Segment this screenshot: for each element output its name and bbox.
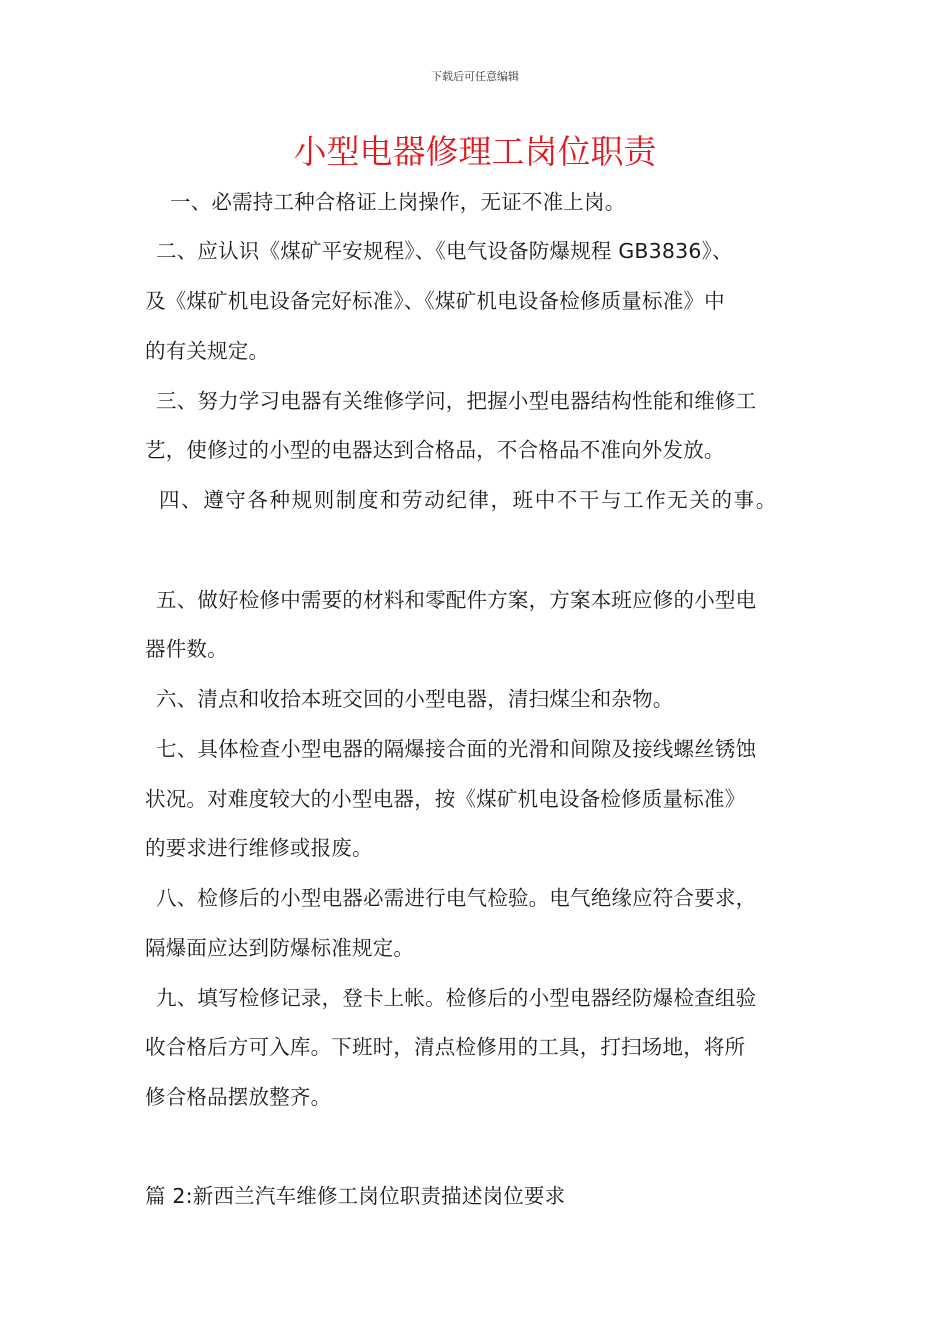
body-line: 的要求进行维修或报废。 [145,836,373,860]
section-heading: 篇 2:新西兰汽车维修工岗位职责描述岗位要求 [145,1184,566,1208]
body-line: 七、具体检查小型电器的隔爆接合面的光滑和间隙及接线螺丝锈蚀 [156,737,757,761]
body-line: 五、做好检修中需要的材料和零配件方案，方案本班应修的小型电 [156,588,757,612]
body-line: 艺，使修过的小型的电器达到合格品，不合格品不准向外发放。 [145,438,725,462]
document-title: 小型电器修理工岗位职责 [293,132,657,171]
body-line: 修合格品摆放整齐。 [145,1085,332,1109]
body-line: 二、应认识《煤矿平安规程》、《电气设备防爆规程 GB3836》、 [156,239,733,263]
body-line: 的有关规定。 [145,339,270,363]
body-line: 及《煤矿机电设备完好标准》、《煤矿机电设备检修质量标准》中 [145,289,725,313]
body-line: 器件数。 [145,637,228,661]
body-line: 六、清点和收拾本班交回的小型电器，清扫煤尘和杂物。 [156,687,674,711]
body-line: 九、填写检修记录，登卡上帐。检修后的小型电器经防爆检查组验 [156,986,757,1010]
body-line: 三、努力学习电器有关维修学问，把握小型电器结构性能和维修工 [156,389,757,413]
body-line: 隔爆面应达到防爆标准规定。 [145,936,415,960]
body-line: 四、遵守各种规则制度和劳动纪律，班中不干与工作无关的事。 [159,488,778,512]
page-header-note: 下载后可任意编辑 [431,70,519,83]
body-line: 收合格后方可入库。下班时，清点检修用的工具，打扫场地，将所 [145,1035,746,1059]
body-line: 一、必需持工种合格证上岗操作，无证不准上岗。 [170,190,626,214]
body-line: 状况。对难度较大的小型电器，按《煤矿机电设备检修质量标准》 [145,787,746,811]
body-line: 八、检修后的小型电器必需进行电气检验。电气绝缘应符合要求， [156,886,757,910]
